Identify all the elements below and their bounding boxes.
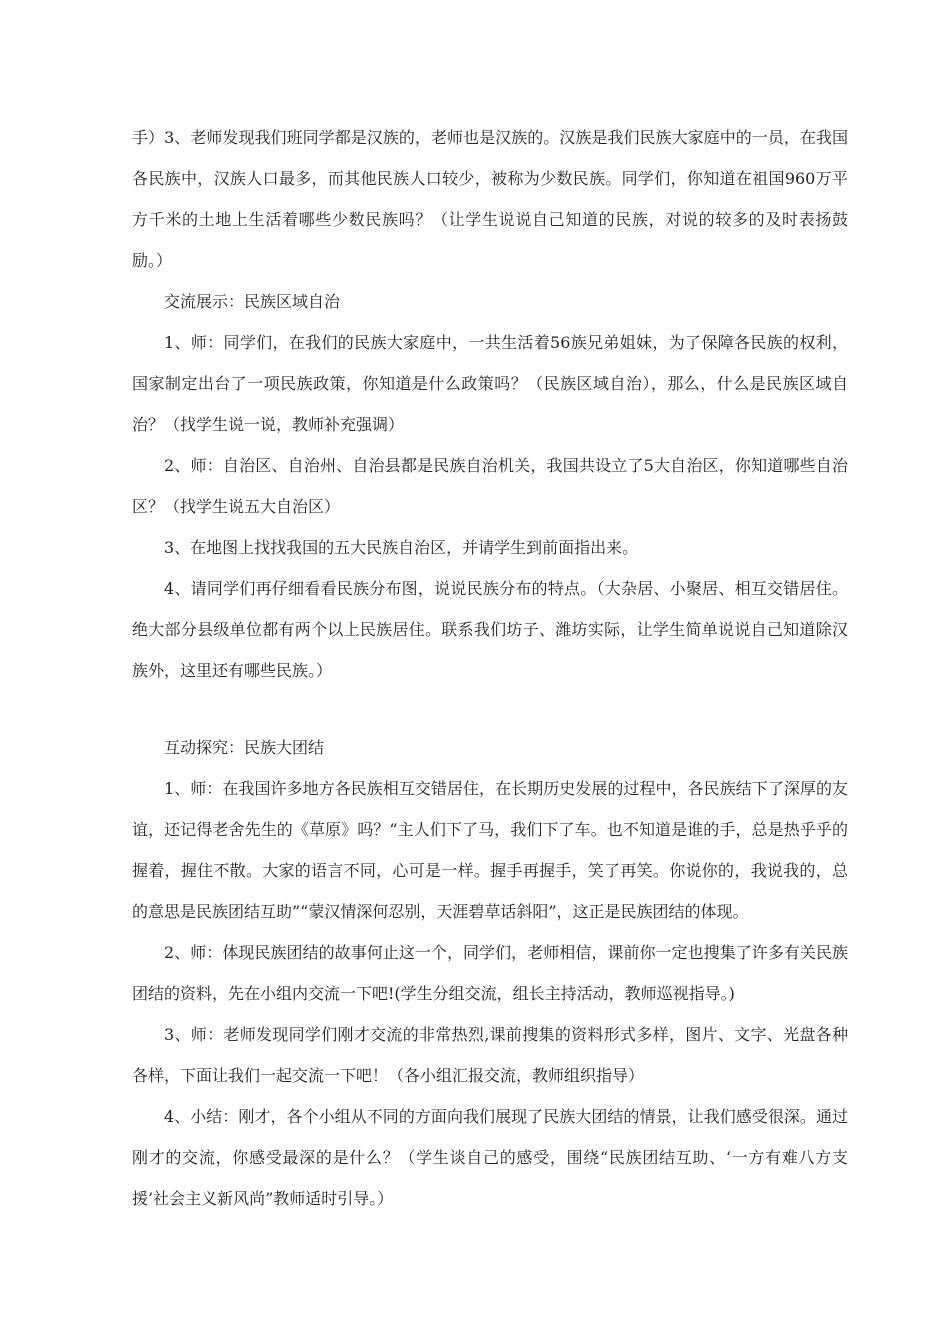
section-heading-autonomy: 交流展示：民族区域自治: [164, 292, 341, 311]
paragraph-autonomy-1: 1、师：同学们，在我们的民族大家庭中，一共生活着56族兄弟姐妹，为了保障各民族的权利，国家制定出台了一项民族政策，你知道是什么政策吗？（民族区域自治），那么，什么是民族区域自治？（找学生说一说，教师补充强调）: [132, 333, 848, 434]
paragraph-unity-3: 3、师：老师发现同学们刚才交流的非常热烈,课前搜集的资料形式多样，图片、文字、光盘各种各样，下面让我们一起交流一下吧！（各小组汇报交流，教师组织指导）: [132, 1025, 848, 1085]
section-spacer: [132, 691, 848, 727]
paragraph-unity-4: 4、小结：刚才，各个小组从不同的方面向我们展现了民族大团结的情景，让我们感受很深。通过刚才的交流，你感受最深的是什么？（学生谈自己的感受，围绕“民族团结互助、‘一方有难八方支援’社会主义新风尚”教师适时引导。）: [132, 1107, 848, 1208]
paragraph-unity-1: 1、师：在我国许多地方各民族相互交错居住，在长期历史发展的过程中，各民族结下了深厚的友谊，还记得老舍先生的《草原》吗？“主人们下了马，我们下了车。也不知道是谁的手，总是热乎乎的握着，握住不散。大家的语言不同，心可是一样。握手再握手，笑了再笑。你说你的，我说我的，总的意思是民族团结互助”“蒙汉情深何忍别，天涯碧草话斜阳”，这正是民族团结的体现。: [132, 779, 848, 921]
paragraph-intro: 手）3、老师发现我们班同学都是汉族的，老师也是汉族的。汉族是我们民族大家庭中的一员，在我国各民族中，汉族人口最多，而其他民族人口较少，被称为少数民族。同学们，你知道在祖国960万平方千米的土地上生活着哪些少数民族吗？（让学生说说自己知道的民族，对说的较多的及时表扬鼓励。）: [132, 128, 848, 270]
paragraph-autonomy-3: 3、在地图上找找我国的五大民族自治区，并请学生到前面指出来。: [164, 538, 639, 557]
paragraph-unity-2: 2、师：体现民族团结的故事何止这一个，同学们，老师相信，课前你一定也搜集了许多有关民族团结的资料，先在小组内交流一下吧!(学生分组交流，组长主持活动，教师巡视指导。): [132, 943, 848, 1003]
section-heading-unity: 互动探究：民族大团结: [164, 738, 325, 757]
paragraph-autonomy-4: 4、请同学们再仔细看看民族分布图，说说民族分布的特点。（大杂居、小聚居、相互交错居住。绝大部分县级单位都有两个以上民族居住。联系我们坊子、潍坊实际，让学生简单说说自己知道除汉族外，这里还有哪些民族。）: [132, 579, 848, 680]
paragraph-autonomy-2: 2、师：自治区、自治州、自治县都是民族自治机关，我国共设立了5大自治区，你知道哪些自治区？（找学生说五大自治区）: [132, 456, 848, 516]
document-body: [132, 117, 848, 1219]
